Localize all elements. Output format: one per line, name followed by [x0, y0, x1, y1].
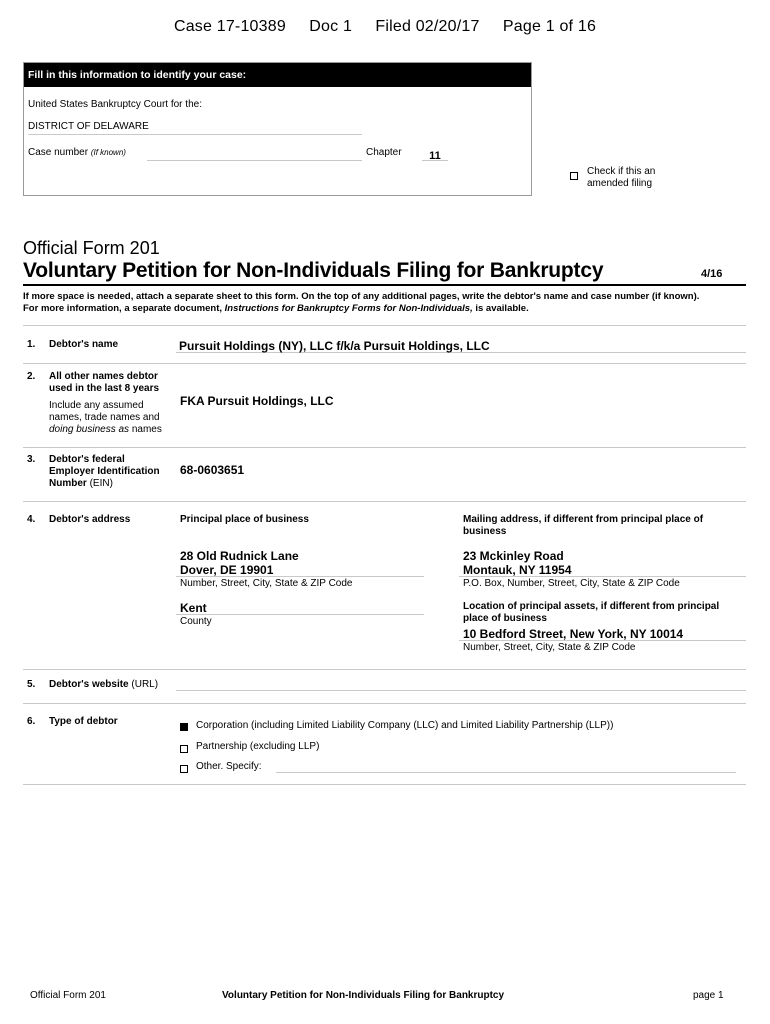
q6-label: Type of debtor: [49, 716, 118, 727]
district-value: DISTRICT OF DELAWARE: [28, 121, 149, 132]
form-title: Voluntary Petition for Non-Individuals Filing for Bankruptcy: [23, 259, 604, 282]
principal-place-heading: Principal place of business: [180, 514, 309, 525]
checkbox-checked-icon: [180, 723, 188, 731]
principal-assets-caption: Number, Street, City, State & ZIP Code: [463, 642, 636, 653]
footer-page-number: page 1: [693, 990, 724, 1001]
divider: [23, 363, 746, 364]
chapter-label: Chapter: [366, 147, 402, 158]
mailing-address-value[interactable]: 23 Mckinley Road Montauk, NY 11954: [463, 549, 572, 577]
debtor-type-other-checkbox[interactable]: [180, 760, 188, 778]
court-label: United States Bankruptcy Court for the:: [28, 99, 202, 110]
divider: [23, 703, 746, 704]
website-field[interactable]: [176, 677, 746, 691]
form-version: 4/16: [701, 268, 723, 280]
divider: [23, 447, 746, 448]
filed-date-header: Filed 02/20/17: [375, 18, 480, 35]
county-value[interactable]: Kent: [180, 601, 207, 615]
option-other-label: Other. Specify:: [196, 761, 262, 772]
form-name: Official Form 201: [23, 238, 160, 258]
q5-number: 5.: [27, 679, 36, 690]
title-rule: [23, 284, 746, 286]
mailing-address-heading: Mailing address, if different from principal place of business: [463, 514, 704, 537]
option-partnership-label: Partnership (excluding LLP): [196, 741, 320, 752]
page-count-header: Page 1 of 16: [502, 18, 597, 35]
divider: [23, 669, 746, 670]
q1-number: 1.: [27, 339, 36, 350]
q6-number: 6.: [27, 716, 36, 727]
ein-value[interactable]: 68-0603651: [180, 463, 245, 477]
principal-address-caption: Number, Street, City, State & ZIP Code: [180, 578, 353, 589]
address-underline: [176, 576, 424, 577]
instructions-line1: If more space is needed, attach a separate sheet to this form. On the top of any additional pages, write the debtor's name and case number (if known).: [23, 291, 700, 302]
address-underline: [459, 640, 746, 641]
court-header: [0, 18, 770, 36]
q1-label: Debtor's name: [49, 339, 119, 350]
q2-label: All other names debtor used in the last 8 years Include any assumed names, trade names and doing business as names: [49, 371, 162, 435]
divider: [23, 325, 746, 326]
other-specify-input[interactable]: [276, 760, 736, 773]
divider: [23, 784, 746, 785]
identification-bar: Fill in this information to identify your case:: [24, 63, 531, 87]
principal-assets-heading: Location of principal assets, if different from principal place of business: [463, 601, 720, 624]
case-identification-box: [23, 62, 532, 196]
divider: [23, 501, 746, 502]
footer-form-name: Official Form 201: [30, 990, 106, 1001]
case-number-input[interactable]: [147, 147, 362, 161]
footer-form-title: Voluntary Petition for Non-Individuals Filing for Bankruptcy: [222, 990, 505, 1001]
county-caption: County: [180, 616, 212, 627]
mailing-address-caption: P.O. Box, Number, Street, City, State & ZIP Code: [463, 578, 680, 589]
debtor-name-field[interactable]: [176, 337, 746, 353]
checkbox-icon: [180, 745, 188, 753]
doc-number-header: Doc 1: [309, 18, 353, 35]
checkbox-icon: [570, 172, 578, 180]
case-number-label: Case number (If known): [28, 147, 126, 158]
form-instructions: [23, 291, 753, 315]
chapter-field[interactable]: [422, 146, 448, 161]
debtor-type-partnership-checkbox[interactable]: [180, 740, 188, 758]
amended-filing-label: Check if this an amended filing: [587, 166, 656, 189]
q5-label: Debtor's website (URL): [49, 679, 159, 690]
address-underline: [459, 576, 746, 577]
q3-number: 3.: [27, 454, 36, 465]
q3-label: Debtor's federal Employer Identification Number (EIN): [49, 454, 160, 489]
case-number-header: Case 17-10389: [173, 18, 286, 35]
q2-number: 2.: [27, 371, 36, 382]
principal-assets-value[interactable]: 10 Bedford Street, New York, NY 10014: [463, 627, 684, 641]
option-corporation-label: Corporation (including Limited Liability Company (LLC) and Limited Liability Partnership (LLP)): [196, 720, 614, 731]
checkbox-icon: [180, 765, 188, 773]
q4-number: 4.: [27, 514, 36, 525]
amended-filing-checkbox[interactable]: [570, 167, 578, 185]
principal-address-value[interactable]: 28 Old Rudnick Lane Dover, DE 19901: [180, 549, 299, 577]
county-underline: [176, 614, 424, 615]
debtor-type-corporation-checkbox[interactable]: [180, 718, 188, 736]
chapter-value: 11: [429, 150, 441, 162]
q4-label: Debtor's address: [49, 514, 131, 525]
instructions-line2: For more information, a separate document, Instructions for Bankruptcy Forms for Non-Individuals, is available.: [23, 303, 529, 314]
debtor-name-value: Pursuit Holdings (NY), LLC f/k/a Pursuit Holdings, LLC: [179, 339, 490, 353]
case-number-hint: (If known): [90, 148, 126, 157]
district-field[interactable]: [28, 121, 362, 135]
other-names-value[interactable]: FKA Pursuit Holdings, LLC: [180, 394, 334, 408]
